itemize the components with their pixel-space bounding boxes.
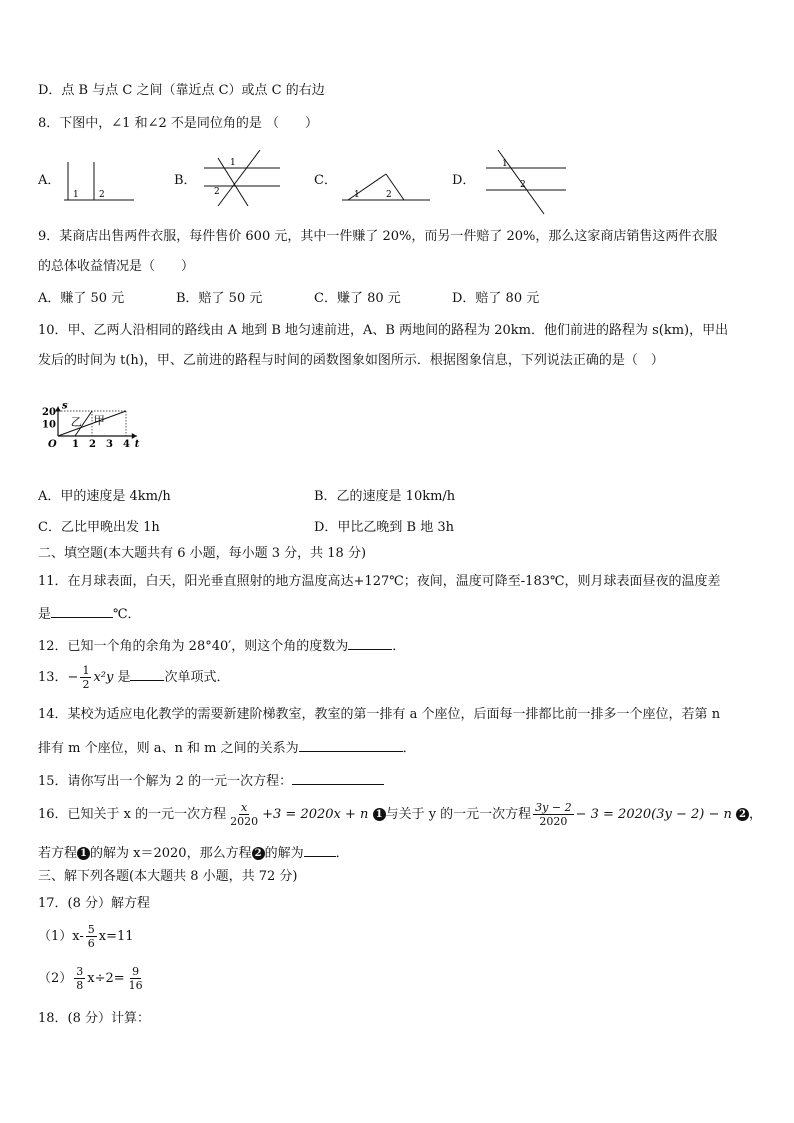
q14-line1: 14．某校为适应电化教学的需要新建阶梯教室，教室的第一排有 a 个座位，后面每一排都比前一排多一个座位，若第 n — [38, 707, 721, 722]
q17-p2-den2: 16 — [128, 979, 143, 992]
q10-option-a: A．甲的速度是 4km/h — [38, 489, 171, 504]
q17-p1-post: x=11 — [98, 929, 134, 944]
x-tick-label: 2 — [89, 439, 96, 448]
q18-title: 18．(8 分）计算： — [38, 1011, 151, 1026]
q16-eq2-rest: − 3 = 2020(3y − 2) − n — [575, 807, 732, 822]
section3-title: 三、解下列各题(本大题共 8 小题，共 72 分) — [38, 869, 298, 884]
q8c-angle-2: 2 — [386, 190, 392, 200]
x-tick-label: 3 — [106, 439, 113, 448]
q12-end: ． — [392, 639, 406, 654]
q17-p2-den: 8 — [76, 979, 84, 992]
q13-answer-blank[interactable] — [130, 666, 164, 681]
q9-option-a: A．赚了 50 元 — [38, 291, 125, 306]
section2-title: 二、填空题(本大题共有 6 小题，每小题 3 分，共 18 分) — [38, 546, 367, 561]
q8-figure-c — [338, 166, 434, 206]
y-tick-label: 20 — [42, 407, 56, 418]
q13-post: 次单项式． — [164, 670, 230, 685]
q11-line2-post: ℃． — [113, 607, 141, 622]
q16-eq1-num: x — [241, 801, 248, 814]
y-tick-label: 10 — [42, 419, 56, 431]
q10-stem-line2: 发后的时间为 t(h)，甲、乙前进的路程与时间的函数图象如图所示．根据图象信息，下列说法正确的是（ ） — [38, 353, 664, 368]
q17-part1 — [38, 920, 134, 954]
q17-p2-pre: （2） — [38, 971, 73, 986]
q13-mid: 是 — [113, 670, 131, 685]
q8-label-d: D． — [452, 173, 476, 188]
q16-eq2-den: 2020 — [539, 815, 568, 828]
q16-mark-2: 2 — [736, 808, 749, 821]
q12-text: 12．已知一个角的余角为 28°40′，则这个角的度数为 — [38, 639, 349, 654]
x-tick-label: 4 — [123, 439, 130, 448]
q16-end1: ， — [749, 807, 763, 822]
q9-stem-line2: 的总体收益情况是（ ） — [38, 259, 195, 274]
q8a-angle-1: 1 — [73, 190, 79, 200]
q9-option-b: B．赔了 50 元 — [176, 291, 263, 306]
q16-eq1-den: 2020 — [230, 815, 259, 828]
q17-p1-fraction — [86, 923, 97, 950]
q8b-angle-1: 1 — [230, 158, 236, 168]
q13 — [38, 664, 230, 692]
q16-prefix: 16．已知关于 x 的一元一次方程 — [38, 807, 227, 822]
q9-stem-line1: 9．某商店出售两件衣服，每件售价 600 元，其中一件赚了 20%，而另一件赔了 20%，那么这家商店销售这两件衣服 — [38, 229, 718, 244]
q14-line2 — [38, 737, 416, 758]
x-axis-label: t — [134, 439, 140, 448]
q8-figure-b — [196, 148, 284, 208]
series-label-yi: 乙 — [70, 415, 82, 429]
q8-label-a: A． — [38, 173, 61, 188]
q16-line2-pre: 若方程 — [38, 846, 78, 861]
q17-p2-num: 3 — [76, 965, 84, 978]
q16-eq1-rest: +3 = 2020x + n — [262, 807, 369, 822]
q7-option-d: D．点 B 与点 C 之间（靠近点 C）或点 C 的右边 — [38, 83, 325, 98]
series-label-jia: 甲 — [93, 414, 105, 428]
q8-stem: 8．下图中，∠1 和∠2 不是同位角的是 （ ） — [38, 116, 318, 131]
q13-minus: − — [67, 670, 79, 685]
q8d-angle-2: 2 — [520, 180, 526, 190]
x-tick-label: 1 — [72, 439, 79, 448]
q8b-angle-2: 2 — [214, 187, 220, 197]
q9-option-d: D．赔了 80 元 — [452, 291, 540, 306]
q8c-angle-1: 1 — [354, 190, 360, 200]
q15 — [38, 770, 384, 791]
q17-p2-fraction-1 — [74, 965, 85, 992]
q17-p1-pre: （1）x- — [38, 929, 84, 944]
q16-line2 — [38, 842, 349, 863]
q16-mid: 与关于 y 的一元一次方程 — [385, 807, 532, 822]
q10-option-b: B．乙的速度是 10km/h — [314, 489, 456, 504]
q16-eq1-fraction — [228, 801, 260, 828]
q15-text: 15．请你写出一个解为 2 的一元一次方程： — [38, 774, 293, 789]
q17-p1-den: 6 — [87, 937, 95, 950]
q8-label-c: C． — [314, 173, 337, 188]
q11-line1: 11．在月球表面，白天，阳光垂直照射的地方温度高达+127℃；夜间，温度可降至-183℃，则月球表面昼夜的温度差 — [38, 574, 721, 589]
q8-figure-a — [62, 158, 138, 204]
q8a-angle-2: 2 — [99, 190, 105, 200]
q14-end: ． — [402, 741, 416, 756]
origin-label: O — [48, 439, 57, 448]
q16-eq2-num: 3y − 2 — [535, 801, 572, 814]
q12-answer-blank[interactable] — [348, 635, 392, 650]
q17-title: 17．(8 分）解方程 — [38, 896, 151, 911]
q16-line2-mid: 的解为 x＝2020，那么方程 — [90, 846, 252, 861]
q10-stem-line1: 10．甲、乙两人沿相同的路线由 A 地到 B 地匀速前进，A、B 两地间的路程为 20km．他们前进的路程为 s(km)，甲出 — [38, 323, 729, 338]
q11-line2-pre: 是 — [38, 607, 52, 622]
q11-line2 — [38, 603, 141, 624]
q17-p1-num: 5 — [87, 923, 95, 936]
q16-answer-blank[interactable] — [304, 842, 336, 857]
q13-prefix: 13． — [38, 670, 68, 685]
q13-term: x²y — [93, 670, 114, 685]
q17-p2-mid: x÷2= — [87, 971, 125, 986]
q15-answer-blank[interactable] — [292, 770, 384, 785]
q16-mark-1: 1 — [373, 808, 386, 821]
q17-part2 — [38, 962, 147, 996]
q13-frac-den: 2 — [82, 678, 90, 691]
q10-option-c: C．乙比甲晚出发 1h — [38, 520, 160, 535]
q17-p2-fraction-2 — [127, 965, 145, 992]
q17-p2-num2: 9 — [132, 965, 140, 978]
q10-graph — [40, 386, 180, 448]
q16-line2-post: 的解为 — [264, 846, 304, 861]
q8-label-b: B． — [174, 173, 197, 188]
q16-ref-mark-1: 1 — [77, 847, 90, 860]
y-axis-label: s — [62, 400, 68, 412]
q16-eq2-fraction — [533, 801, 573, 828]
q14-line2-text: 排有 m 个座位，则 a、n 和 m 之间的关系为 — [38, 741, 299, 756]
q16-line1 — [38, 800, 762, 830]
q13-frac-num: 1 — [82, 664, 90, 677]
q8-figure-d — [482, 146, 568, 216]
q14-answer-blank[interactable] — [299, 737, 403, 752]
q13-fraction — [80, 664, 91, 691]
q12 — [38, 635, 405, 656]
q16-ref-mark-2: 2 — [252, 847, 265, 860]
q11-answer-blank[interactable] — [51, 603, 113, 618]
q10-option-d: D．甲比乙晚到 B 地 3h — [314, 520, 455, 535]
q16-line2-end: ． — [335, 846, 349, 861]
q8d-angle-1: 1 — [502, 159, 508, 169]
q9-option-c: C．赚了 80 元 — [314, 291, 401, 306]
